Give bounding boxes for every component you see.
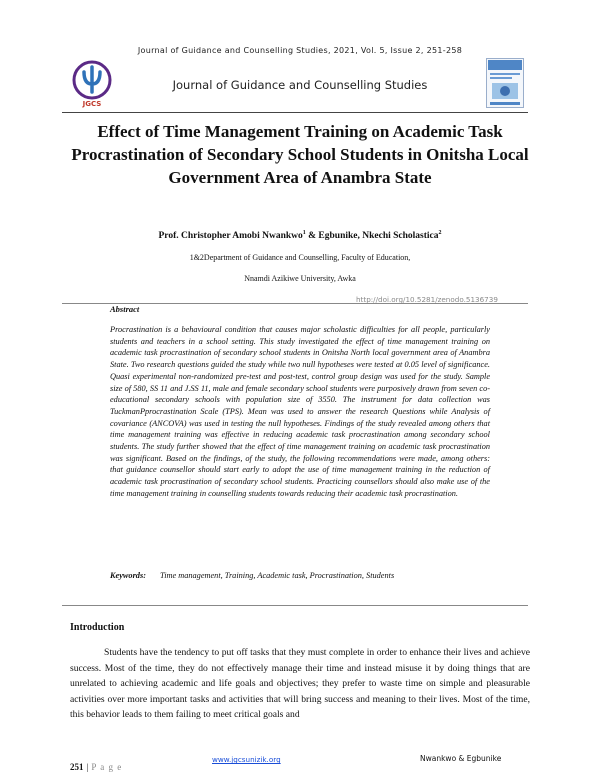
running-head: Journal of Guidance and Counselling Studies, 2021, Vol. 5, Issue 2, 251-258 [137,46,463,55]
abstract-bottom-divider [62,605,528,606]
journal-cover-thumbnail [486,58,524,108]
abstract-body: Procrastination is a behavioural condition that causes major scholastic difficulties for all people, particularly students and teachers in a school setting. This study investigated the effect of time management training on academic task procrastination of secondary school students in Onitsha North local government area of Anambra State. Two research questions guided the study while two null hypotheses were tested at 0.05 level of significance. Quasi experimental non-randomized pre-test and post-test, control group design was used for the study. Sample size of 580, SS 11 and J.SS 11, male and female secondary school students were purposively drawn from seven co-educational secondary schools with population size of 3550. The instrument for data collection was TuckmanPprocrastination Scale (TPS). Mean was used to answer the research Questions while Analysis of covariance (ANCOVA) was used in testing the null hypotheses. Findings of the study revealed among others that time management training was effective in reducing academic task procrastination among secondary school students. The study further showed that the effect of time management training on academic task procrastination was significant. Based on the findings, of the study, the following recommendations were made, among others: that guidance counsellor should start early to adopt the use of time management training in the reduction of academic task procrastination of secondary school students. Practicing counsellors should also make use of the time management training in counselling students towards reducing their academic task procrastination. [110,325,490,498]
author-2-affiliation: 2 [438,230,442,236]
page-number-line [70,762,122,772]
journal-name: Journal of Guidance and Counselling Studies [172,78,428,92]
page-word: P a g e [91,762,123,772]
university: Nnamdi Azikiwe University, Awka [244,274,356,283]
introduction-body: Students have the tendency to put off tasks that they must complete in order to enhance their lives and achieve success. Most of the time, they do not effectively manage their time and instead misuse it by doing things that are unrelated to achieving academic and life goals and objectives; they prefer to waste time on simple and pleasurable activities over more important tasks and activities that will bring success and meaning to their lives. Most of the time, this behavior leads to them failing to meet critical goals and [70,647,530,720]
author-line [0,230,600,241]
abstract-heading: Abstract [110,304,140,314]
author-separator: & [305,231,319,242]
article-title: Effect of Time Management Training on Academic Task Procrastination of Secondary School Students in Onitsha Local Government Area of Anambra State [71,122,529,187]
page-number: 251 [70,762,84,772]
page-separator: | [86,762,89,772]
author-1-affiliation: 1 [302,230,306,236]
journal-website-link[interactable]: www.jgcsunizik.org [212,755,281,764]
author-2: Egbunike, Nkechi Scholastica [318,231,439,242]
keywords-line [110,571,394,580]
keywords-label: Keywords: [110,571,146,580]
introduction-heading: Introduction [70,622,125,633]
footer-authors: Nwankwo & Egbunike [420,754,502,763]
logo-text: JGCS [82,100,102,108]
doi-link[interactable]: http://doi.org/10.5281/zenodo.5136739 [356,295,498,304]
header-divider [62,112,528,113]
author-1: Prof. Christopher Amobi Nwankwo [158,231,303,242]
keywords-list: Time management, Training, Academic task, Procrastination, Students [160,571,395,580]
affiliation: 1&2Department of Guidance and Counselling, Faculty of Education, [189,253,411,262]
